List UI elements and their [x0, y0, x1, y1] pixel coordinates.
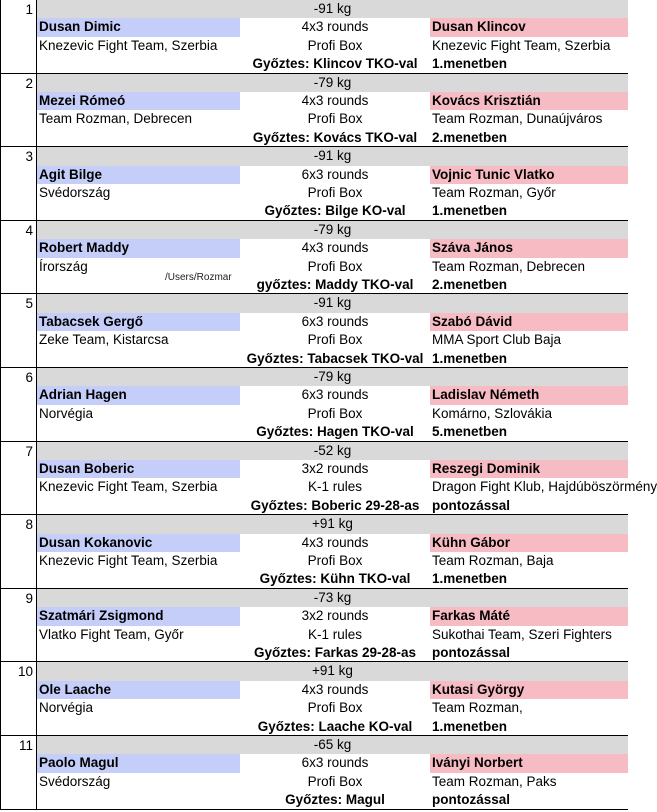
bout-block	[0, 74, 627, 148]
fighter-two-team: Sukothai Team, Szeri Fighters	[432, 626, 612, 642]
bout-block	[0, 515, 627, 589]
weight-class: -79 kg	[37, 221, 628, 239]
fighter-one-name: Paolo Magul	[37, 754, 240, 772]
fighter-two-team: Team Rozman, Baja	[432, 552, 554, 568]
fighter-two-team: Team Rozman, Paks	[432, 773, 557, 789]
result-detail: 2.menetben	[432, 129, 508, 145]
bout-number: 2	[25, 75, 33, 91]
fighter-two-name: Iványi Norbert	[430, 754, 628, 772]
bout-block	[0, 0, 627, 74]
bout-number: 6	[25, 370, 33, 385]
fighter-one-team: Svédország	[39, 773, 111, 789]
weight-class: -79 kg	[37, 368, 628, 386]
weight-class: +91 kg	[37, 515, 628, 533]
bout-number-cell	[1, 515, 37, 589]
fighter-two-name: Reszegi Dominik	[430, 460, 628, 478]
bout-number: 11	[18, 738, 33, 753]
result-detail: 1.menetben	[432, 56, 508, 72]
fighter-two-name: Száva János	[430, 239, 628, 257]
empty-cell	[37, 791, 240, 809]
fighter-two-name: Kühn Gábor	[430, 534, 628, 552]
fighter-two-name: Farkas Máté	[430, 607, 628, 625]
bout-block	[0, 294, 627, 368]
rules-info: Profi Box	[307, 332, 363, 348]
fighter-two-team: Knezevic Fight Team, Szerbia	[432, 37, 611, 53]
fighter-two-name: Vojnic Tunic Vlatko	[430, 166, 628, 184]
rules-info: Profi Box	[307, 773, 363, 789]
bout-number-cell	[1, 0, 37, 74]
fighter-one-team: Svédország	[39, 184, 111, 200]
weight-class: -65 kg	[37, 736, 628, 754]
bout-number: 3	[25, 149, 33, 165]
bout-result: Győztes: Tabacsek TKO-val	[246, 350, 424, 366]
rules-info: Profi Box	[307, 552, 363, 568]
fighter-one-name: Tabacsek Gergő	[37, 313, 240, 331]
fighter-one-team: Zeke Team, Kistarcsa	[39, 332, 169, 348]
rounds-info: 6x3 rounds	[301, 387, 369, 403]
empty-cell	[37, 644, 240, 662]
empty-cell	[37, 129, 240, 147]
bout-result: Győztes: Laache KO-val	[257, 718, 413, 734]
bout-block	[0, 662, 627, 736]
fighter-one-team: Norvégia	[39, 700, 94, 716]
bout-number: 1	[25, 2, 33, 17]
bout-result: Győztes: Hagen TKO-val	[256, 424, 414, 440]
bout-result: Győztes: Boberic 29-28-as	[250, 497, 420, 513]
rounds-info: 6x3 rounds	[301, 755, 369, 771]
fighter-one-name: Dusan Boberic	[37, 460, 240, 478]
fighter-two-team: Dragon Fight Klub, Hajdúböszörmény	[432, 479, 657, 495]
bout-result: Győztes: Farkas 29-28-as	[253, 644, 417, 660]
bout-number-cell	[1, 74, 37, 148]
fighter-one-team: Team Rozman, Debrecen	[39, 111, 193, 127]
bout-number-cell	[1, 221, 37, 295]
fighter-one-name: Mezei Rómeó	[37, 92, 240, 110]
weight-class: -52 kg	[37, 442, 628, 460]
weight-class: +91 kg	[37, 662, 628, 680]
rounds-info: 4x3 rounds	[301, 681, 369, 697]
fighter-one-name: Agit Bilge	[37, 166, 240, 184]
bout-number-cell	[1, 368, 37, 442]
empty-cell	[37, 718, 240, 736]
fighter-one-team: Norvégia	[39, 405, 94, 421]
rounds-info: 6x3 rounds	[301, 166, 369, 182]
bout-number: 10	[17, 664, 33, 680]
fighter-one-name: Robert Maddy	[37, 239, 240, 257]
empty-cell	[37, 202, 240, 220]
empty-cell	[37, 570, 240, 588]
result-detail: pontozással	[432, 497, 511, 513]
fighter-one-name: Dusan Kokanovic	[37, 534, 240, 552]
result-detail: 2.menetben	[432, 276, 508, 292]
bout-number-cell	[1, 662, 37, 736]
rules-info: Profi Box	[307, 111, 363, 127]
weight-class: -91 kg	[37, 294, 628, 312]
weight-class: -91 kg	[37, 147, 628, 165]
result-detail: 5.menetben	[432, 424, 508, 440]
bout-block	[0, 442, 657, 516]
fighter-one-team: Knezevic Fight Team, Szerbia	[39, 37, 218, 53]
empty-cell	[37, 55, 240, 73]
rules-info: K-1 rules	[307, 479, 363, 495]
rounds-info: 4x3 rounds	[301, 92, 369, 108]
rounds-info: 4x3 rounds	[301, 534, 369, 550]
fighter-two-name: Ladislav Németh	[430, 386, 628, 404]
result-detail: 1.menetben	[432, 203, 508, 219]
bout-result: Győztes: Klincov TKO-val	[252, 56, 418, 72]
fighter-two-team: Team Rozman, Győr	[432, 184, 556, 200]
bout-result: Győztes: Magul	[285, 792, 385, 808]
fighter-two-name: Kutasi György	[430, 681, 628, 699]
bout-number-cell	[1, 147, 37, 221]
rules-info: Profi Box	[307, 700, 363, 716]
fighter-two-team: Team Rozman,	[432, 700, 523, 716]
fighter-one-team: Knezevic Fight Team, Szerbia	[39, 479, 218, 495]
rounds-info: 4x3 rounds	[301, 19, 369, 35]
bout-number-cell	[1, 294, 37, 368]
result-detail: 1.menetben	[432, 571, 508, 587]
rules-info: K-1 rules	[307, 626, 363, 642]
result-detail: pontozással	[432, 644, 511, 660]
bout-number-cell	[1, 442, 37, 516]
result-detail: 1.menetben	[432, 350, 508, 366]
bout-number: 7	[25, 443, 33, 459]
bout-block	[0, 589, 627, 663]
bout-number: 4	[25, 222, 33, 238]
fighter-two-team: Team Rozman, Dunaújváros	[432, 111, 603, 127]
weight-class: -73 kg	[37, 589, 628, 607]
empty-cell	[37, 497, 240, 515]
fighter-one-team: Knezevic Fight Team, Szerbia	[39, 552, 218, 568]
rules-info: Profi Box	[307, 37, 363, 53]
bout-number: 5	[25, 296, 33, 312]
bout-result: győztes: Maddy TKO-val	[256, 276, 414, 292]
rounds-info: 4x3 rounds	[301, 240, 369, 256]
rules-info: Profi Box	[307, 405, 363, 421]
rules-info: Profi Box	[307, 184, 363, 200]
bout-number-cell	[1, 736, 37, 810]
fighter-one-name: Dusan Dimic	[37, 18, 240, 36]
rounds-info: 3x2 rounds	[301, 608, 369, 624]
weight-class: -91 kg	[37, 0, 628, 18]
bout-result: Győztes: Bilge KO-val	[264, 203, 406, 219]
result-detail: pontozással	[432, 792, 511, 808]
fighter-two-name: Kovács Krisztián	[430, 92, 628, 110]
fighter-two-name: Dusan Klincov	[430, 18, 628, 36]
rounds-info: 6x3 rounds	[301, 313, 369, 329]
fighter-two-team: Komárno, Szlovákia	[432, 405, 553, 421]
empty-cell	[37, 423, 240, 441]
bout-block	[0, 147, 627, 221]
bout-number: 9	[25, 590, 33, 606]
bout-block	[0, 221, 627, 295]
fighter-two-team: MMA Sport Club Baja	[432, 332, 562, 348]
fighter-two-team: Team Rozman, Debrecen	[432, 258, 586, 274]
weight-class: -79 kg	[37, 74, 628, 92]
bout-number-cell	[1, 589, 37, 663]
bout-block	[0, 368, 627, 442]
bout-block	[0, 736, 627, 810]
fighter-one-team: Vlatko Fight Team, Győr	[39, 626, 184, 642]
bout-result: Győztes: Kühn TKO-val	[259, 571, 411, 587]
fighter-one-team: Írország	[39, 258, 88, 274]
bout-number: 8	[25, 517, 33, 533]
fighter-one-name: Adrian Hagen	[37, 386, 240, 404]
fighter-two-name: Szabó Dávid	[430, 313, 628, 331]
fighter-one-name: Ole Laache	[37, 681, 240, 699]
result-detail: 1.menetben	[432, 718, 508, 734]
rounds-info: 3x2 rounds	[301, 460, 369, 476]
bout-result: Győztes: Kovács TKO-val	[252, 129, 418, 145]
file-path-tag: /Users/Rozmar	[165, 272, 232, 283]
fighter-one-name: Szatmári Zsigmond	[37, 607, 240, 625]
rules-info: Profi Box	[307, 258, 363, 274]
empty-cell	[37, 350, 240, 368]
